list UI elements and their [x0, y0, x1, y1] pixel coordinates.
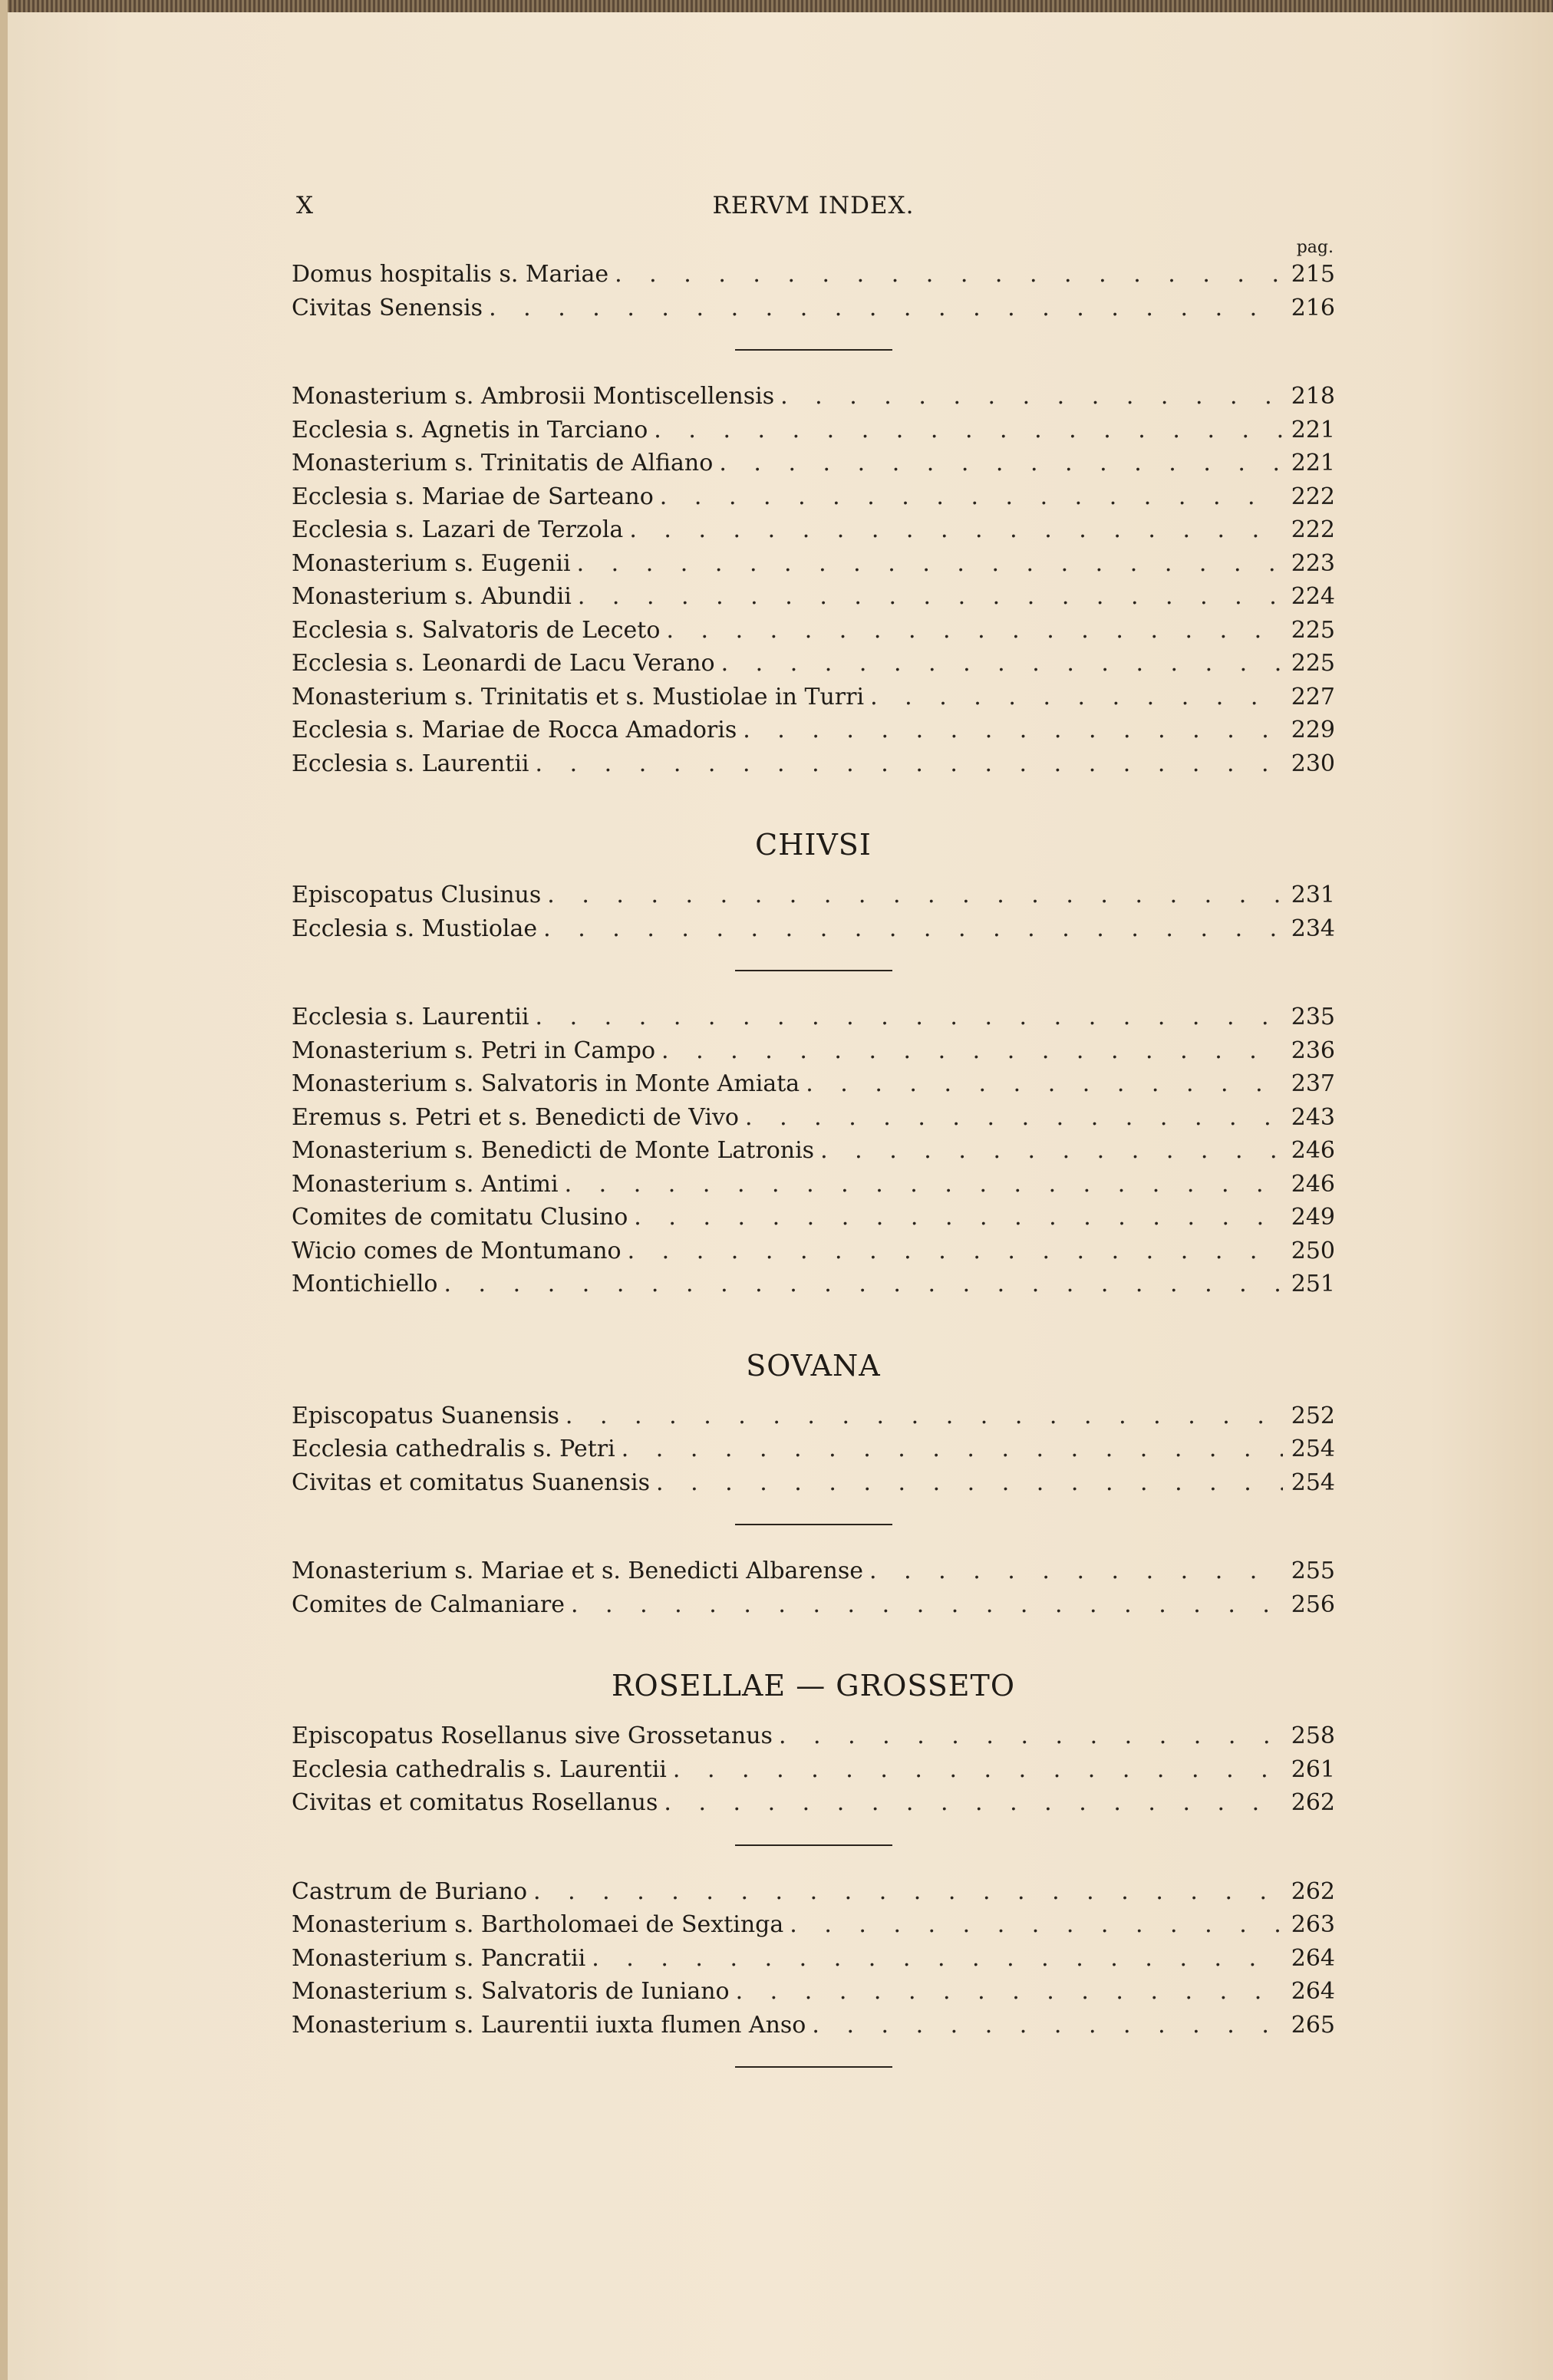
- entry-page-number: 235: [1291, 1004, 1335, 1030]
- dot-leader: [869, 1558, 1283, 1584]
- entry-page-number: 218: [1291, 383, 1335, 410]
- index-entry: [292, 1878, 1335, 1912]
- entry-page-number: 229: [1291, 717, 1335, 743]
- section-rule: [735, 1524, 892, 1525]
- entry-page-number: 256: [1291, 1591, 1335, 1618]
- dot-leader: [745, 1104, 1283, 1131]
- entry-name: Eremus s. Petri et s. Benedicti de Vivo: [292, 1103, 739, 1131]
- dot-leader: [577, 550, 1283, 577]
- entry-page-number: 254: [1291, 1469, 1335, 1496]
- entry-page-number: 264: [1291, 1978, 1335, 2005]
- dot-leader: [543, 915, 1283, 942]
- entry-name: Comites de Calmaniare: [292, 1591, 565, 1618]
- entry-name: Monasterium s. Petri in Campo: [292, 1037, 656, 1064]
- index-entry: [292, 617, 1335, 651]
- entry-page-number: 236: [1291, 1037, 1335, 1064]
- index-entry: [292, 295, 1335, 328]
- entry-page-number: 261: [1291, 1755, 1335, 1783]
- index-entry: [292, 383, 1335, 417]
- entry-name: Ecclesia s. Mustiolae: [292, 915, 538, 942]
- entry-name: Montichiello: [292, 1271, 438, 1297]
- entry-name: Domus hospitalis s. Mariae: [292, 261, 609, 288]
- index-entry: [292, 1070, 1335, 1104]
- index-entry: [292, 1171, 1335, 1205]
- entry-name: Monasterium s. Bartholomaei de Sextinga: [292, 1911, 784, 1938]
- dot-leader: [743, 717, 1283, 743]
- entry-page-number: 225: [1291, 616, 1335, 644]
- entry-name: Ecclesia cathedralis s. Petri: [292, 1436, 615, 1462]
- entry-name: Civitas Senensis: [292, 294, 483, 321]
- index-entry: [292, 1238, 1335, 1271]
- dot-leader: [571, 1591, 1283, 1618]
- entry-page-number: 222: [1291, 483, 1335, 510]
- page-left-edge: [0, 0, 8, 2380]
- section-rule: [735, 1844, 892, 1846]
- entry-name: Ecclesia s. Mariae de Rocca Amadoris: [292, 717, 737, 743]
- index-entry: [292, 650, 1335, 684]
- index-entry: [292, 1469, 1335, 1503]
- dot-leader: [622, 1436, 1283, 1462]
- index-entry: [292, 1945, 1335, 1979]
- entry-page-number: 243: [1291, 1103, 1335, 1131]
- index-entry: [292, 684, 1335, 717]
- index-entry: [292, 1978, 1335, 2012]
- dot-leader: [565, 1171, 1283, 1198]
- dot-leader: [547, 882, 1283, 908]
- pag-label: pag.: [1296, 238, 1334, 257]
- entry-page-number: 231: [1291, 882, 1335, 908]
- entry-name: Episcopatus Clusinus: [292, 882, 542, 908]
- index-entry: [292, 1558, 1335, 1591]
- index-entry: [292, 1271, 1335, 1304]
- index-entry: [292, 1436, 1335, 1469]
- entry-page-number: 221: [1291, 450, 1335, 476]
- dot-leader: [634, 1204, 1283, 1231]
- entry-page-number: 216: [1291, 294, 1335, 321]
- entry-page-number: 237: [1291, 1070, 1335, 1097]
- entry-page-number: 258: [1291, 1722, 1335, 1749]
- dot-leader: [820, 1137, 1283, 1164]
- index-entry: [292, 417, 1335, 450]
- dot-leader: [656, 1469, 1283, 1496]
- index-entry: [292, 450, 1335, 483]
- page-number: X: [296, 192, 315, 219]
- page-title: RERVM INDEX.: [712, 192, 915, 219]
- entry-name: Monasterium s. Mariae et s. Benedicti Albarense: [292, 1558, 864, 1584]
- index-entry: [292, 550, 1335, 584]
- entry-page-number: 263: [1291, 1911, 1335, 1938]
- section-rule: [735, 970, 892, 971]
- entry-page-number: 223: [1291, 549, 1335, 577]
- dot-leader: [719, 450, 1283, 476]
- entry-page-number: 234: [1291, 915, 1335, 942]
- dot-leader: [654, 417, 1283, 443]
- index-entry: [292, 915, 1335, 949]
- index-entry: [292, 516, 1335, 550]
- entry-name: Ecclesia s. Leonardi de Lacu Verano: [292, 650, 715, 677]
- entry-name: Castrum de Buriano: [292, 1877, 528, 1905]
- entry-name: Ecclesia s. Agnetis in Tarciano: [292, 416, 648, 443]
- index-entry: [292, 750, 1335, 784]
- dot-leader: [779, 1722, 1283, 1749]
- entry-page-number: 227: [1291, 683, 1335, 710]
- section-rule: [735, 349, 892, 351]
- entry-page-number: 254: [1291, 1436, 1335, 1462]
- entry-name: Ecclesia s. Salvatoris de Leceto: [292, 616, 661, 644]
- index-entry: [292, 1104, 1335, 1138]
- entry-page-number: 252: [1291, 1402, 1335, 1429]
- entry-name: Monasterium s. Pancratii: [292, 1944, 586, 1972]
- entry-name: Ecclesia s. Laurentii: [292, 1004, 529, 1030]
- index-entry: [292, 583, 1335, 617]
- index-entry: [292, 1037, 1335, 1071]
- dot-leader: [629, 516, 1283, 543]
- dot-leader: [721, 650, 1283, 677]
- entry-page-number: 249: [1291, 1204, 1335, 1231]
- entry-page-number: 230: [1291, 750, 1335, 777]
- entry-name: Monasterium s. Antimi: [292, 1170, 559, 1198]
- entry-name: Monasterium s. Salvatoris de Iuniano: [292, 1978, 730, 2005]
- entry-name: Civitas et comitatus Rosellanus: [292, 1789, 658, 1816]
- index-list: [292, 261, 1335, 2068]
- dot-leader: [533, 1878, 1283, 1905]
- index-entry: [292, 1722, 1335, 1756]
- index-entry: [292, 1756, 1335, 1790]
- running-head: [292, 192, 1335, 238]
- dot-leader: [664, 1789, 1283, 1816]
- dot-leader: [870, 684, 1283, 710]
- entry-page-number: 265: [1291, 2011, 1335, 2039]
- dot-leader: [536, 750, 1283, 777]
- entry-name: Monasterium s. Trinitatis de Alfiano: [292, 450, 714, 476]
- entry-name: Ecclesia s. Lazari de Terzola: [292, 516, 624, 543]
- entry-name: Monasterium s. Salvatoris in Monte Amiata: [292, 1070, 800, 1097]
- entry-page-number: 250: [1291, 1237, 1335, 1264]
- dot-leader: [628, 1238, 1283, 1264]
- entry-name: Monasterium s. Trinitatis et s. Mustiolae in Turri: [292, 683, 865, 710]
- entry-page-number: 264: [1291, 1944, 1335, 1972]
- dot-leader: [736, 1978, 1283, 2005]
- dot-leader: [666, 617, 1283, 644]
- index-entry: [292, 483, 1335, 517]
- entry-page-number: 224: [1291, 583, 1335, 610]
- dot-leader: [812, 2012, 1283, 2039]
- index-entry: [292, 1911, 1335, 1945]
- entry-name: Ecclesia s. Laurentii: [292, 750, 529, 777]
- entry-page-number: 251: [1291, 1271, 1335, 1297]
- entry-name: Monasterium s. Laurentii iuxta flumen Anso: [292, 2011, 806, 2039]
- dot-leader: [806, 1070, 1283, 1097]
- dot-leader: [592, 1945, 1283, 1972]
- entry-page-number: 255: [1291, 1558, 1335, 1584]
- dot-leader: [660, 483, 1283, 510]
- entry-page-number: 262: [1291, 1789, 1335, 1816]
- section-rule: [735, 2066, 892, 2068]
- index-entry: [292, 261, 1335, 295]
- entry-name: Ecclesia cathedralis s. Laurentii: [292, 1755, 667, 1783]
- index-entry: [292, 882, 1335, 915]
- entry-name: Monasterium s. Ambrosii Montiscellensis: [292, 383, 775, 410]
- entry-page-number: 246: [1291, 1170, 1335, 1198]
- section-heading: SOVANA: [746, 1348, 881, 1383]
- dot-leader: [565, 1403, 1283, 1429]
- index-entry: [292, 1137, 1335, 1171]
- index-entry: [292, 1204, 1335, 1238]
- entry-page-number: 262: [1291, 1877, 1335, 1905]
- index-entry: [292, 717, 1335, 750]
- entry-name: Comites de comitatu Clusino: [292, 1204, 628, 1231]
- dot-leader: [489, 295, 1283, 321]
- dot-leader: [780, 383, 1283, 410]
- section-heading: ROSELLAE — GROSSETO: [611, 1669, 1016, 1703]
- entry-name: Civitas et comitatus Suanensis: [292, 1469, 651, 1496]
- dot-leader: [661, 1037, 1283, 1064]
- entry-name: Ecclesia s. Mariae de Sarteano: [292, 483, 654, 510]
- entry-name: Monasterium s. Benedicti de Monte Latronis: [292, 1137, 815, 1164]
- dot-leader: [673, 1756, 1283, 1783]
- entry-name: Monasterium s. Abundii: [292, 583, 572, 610]
- dot-leader: [578, 583, 1283, 610]
- entry-page-number: 246: [1291, 1137, 1335, 1164]
- dot-leader: [443, 1271, 1283, 1297]
- index-entry: [292, 1789, 1335, 1823]
- entry-name: Wicio comes de Montumano: [292, 1237, 622, 1264]
- entry-page-number: 225: [1291, 650, 1335, 677]
- entry-name: Episcopatus Suanensis: [292, 1402, 559, 1429]
- entry-name: Episcopatus Rosellanus sive Grossetanus: [292, 1722, 773, 1749]
- index-entry: [292, 2012, 1335, 2045]
- dot-leader: [536, 1004, 1283, 1030]
- dot-leader: [615, 261, 1283, 288]
- entry-page-number: 222: [1291, 516, 1335, 543]
- index-content: [292, 192, 1335, 2100]
- entry-page-number: 215: [1291, 261, 1335, 288]
- index-entry: [292, 1004, 1335, 1037]
- entry-name: Monasterium s. Eugenii: [292, 549, 571, 577]
- dot-leader: [790, 1911, 1283, 1938]
- section-heading: CHIVSI: [755, 828, 872, 862]
- entry-page-number: 221: [1291, 416, 1335, 443]
- page-top-edge: [0, 0, 1553, 12]
- index-entry: [292, 1591, 1335, 1625]
- index-entry: [292, 1403, 1335, 1436]
